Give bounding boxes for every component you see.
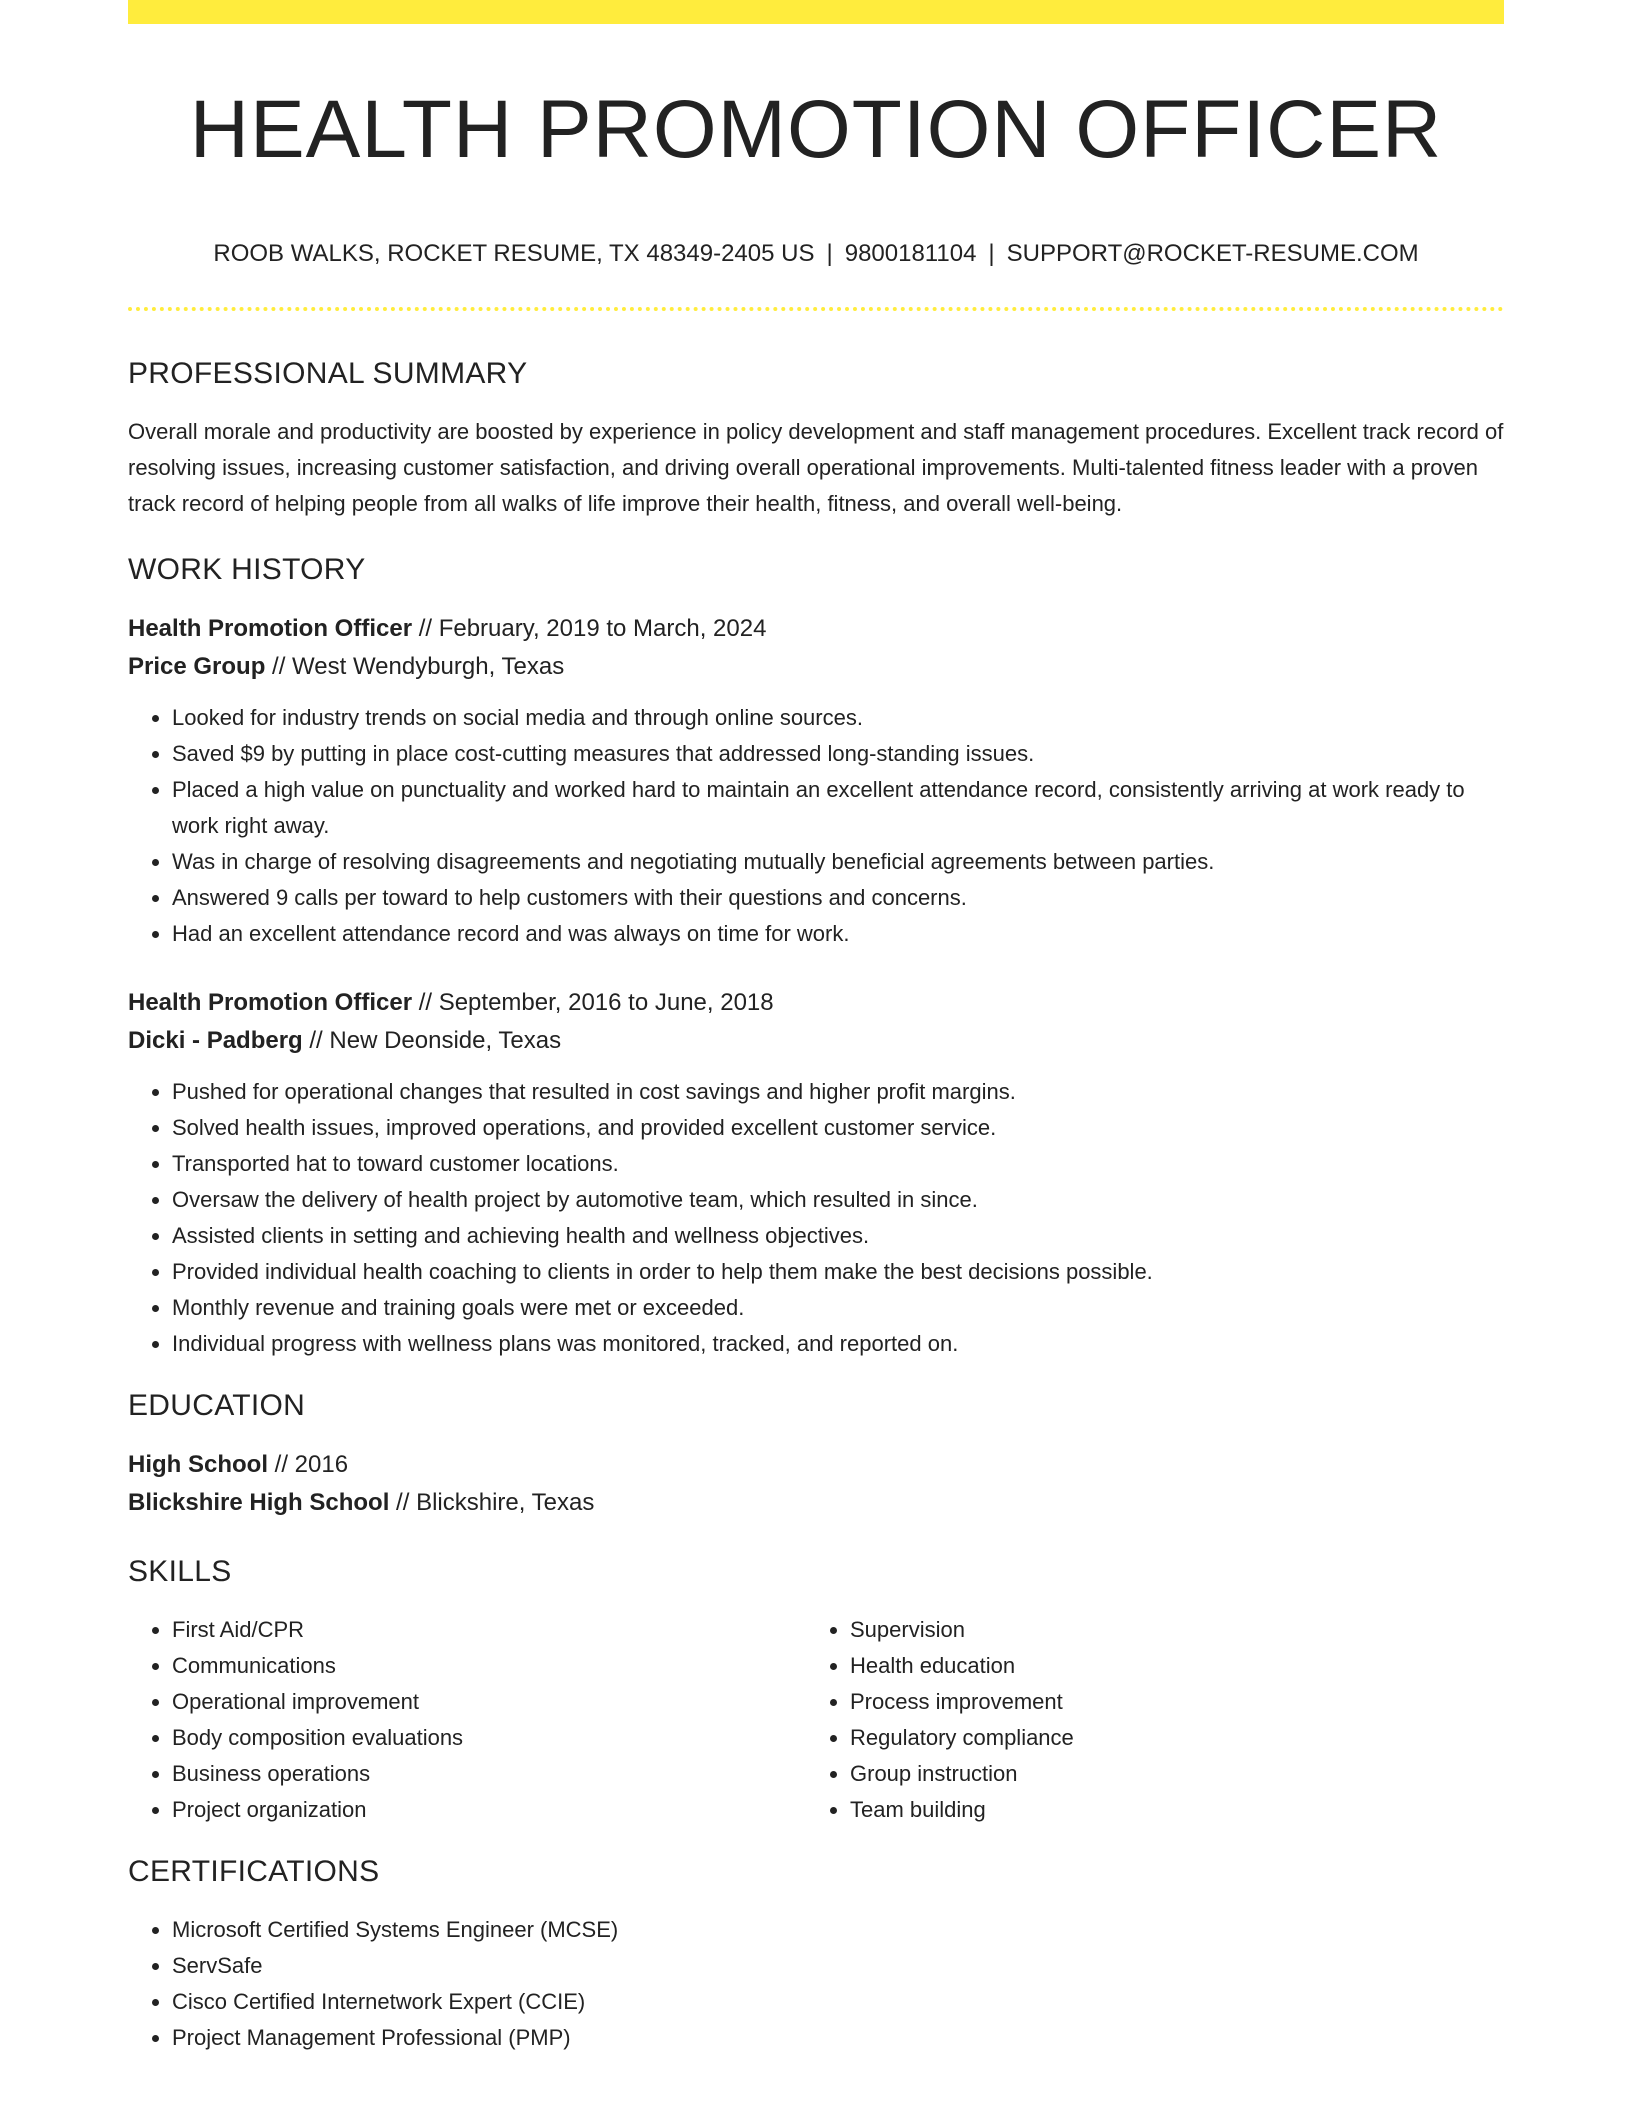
- contact-address: ROOB WALKS, ROCKET RESUME, TX 48349-2405 US: [213, 240, 815, 267]
- section-heading: WORK HISTORY: [128, 553, 366, 586]
- job-company-line: [128, 648, 1504, 686]
- job-company: Price Group: [128, 653, 266, 680]
- job-title: Health Promotion Officer: [128, 615, 413, 642]
- list-item: • Cisco Certified Internetwork Expert (CCIE): [172, 1984, 1504, 2020]
- skills-right-column: [806, 1612, 1490, 1828]
- job-dates: // February, 2019 to March, 2024: [412, 615, 767, 642]
- list-item: • Project organization: [172, 1792, 806, 1828]
- job-title-line: [128, 610, 1504, 648]
- list-item: • First Aid/CPR: [172, 1612, 806, 1648]
- accent-bar: [128, 0, 1504, 24]
- list-item: • Supervision: [850, 1612, 1490, 1648]
- skills-columns: [128, 1612, 1504, 1828]
- education-degree-line: [128, 1446, 1504, 1484]
- list-item: • Had an excellent attendance record and was always on time for work.: [172, 916, 1504, 952]
- job-entry: [128, 984, 1504, 1362]
- job-dates: // September, 2016 to June, 2018: [412, 989, 774, 1016]
- list-item: • Operational improvement: [172, 1684, 806, 1720]
- list-item: • Transported hat to toward customer locations.: [172, 1146, 1504, 1182]
- work-history-section: [128, 548, 1504, 1362]
- list-item: • Microsoft Certified Systems Engineer (MCSE): [172, 1912, 1504, 1948]
- section-heading: CERTIFICATIONS: [128, 1855, 380, 1888]
- list-item: • Assisted clients in setting and achieving health and wellness objectives.: [172, 1218, 1504, 1254]
- job-location: // New Deonside, Texas: [302, 1027, 562, 1054]
- job-title-line: [128, 984, 1504, 1022]
- list-item: • Oversaw the delivery of health project by automotive team, which resulted in since.: [172, 1182, 1504, 1218]
- education-degree: High School: [128, 1451, 268, 1478]
- professional-summary-section: [128, 352, 1504, 522]
- job-entry: [128, 610, 1504, 952]
- job-company: Dicki - Padberg: [128, 1027, 303, 1054]
- section-heading: EDUCATION: [128, 1389, 306, 1422]
- education-school-line: [128, 1484, 1504, 1522]
- list-item: • Group instruction: [850, 1756, 1490, 1792]
- list-item: • Process improvement: [850, 1684, 1490, 1720]
- education-location: // Blickshire, Texas: [389, 1489, 595, 1516]
- list-item: • Solved health issues, improved operations, and provided excellent customer service.: [172, 1110, 1504, 1146]
- certifications-list: [128, 1912, 1504, 2056]
- job-bullets: [128, 700, 1504, 952]
- list-item: • Individual progress with wellness plans was monitored, tracked, and reported on.: [172, 1326, 1504, 1362]
- list-item: • Health education: [850, 1648, 1490, 1684]
- list-item: • Looked for industry trends on social media and through online sources.: [172, 700, 1504, 736]
- list-item: • ServSafe: [172, 1948, 1504, 1984]
- job-bullets: [128, 1074, 1504, 1362]
- list-item: • Saved $9 by putting in place cost-cutting measures that addressed long-standing issues.: [172, 736, 1504, 772]
- section-heading: PROFESSIONAL SUMMARY: [128, 357, 528, 390]
- list-item: • Monthly revenue and training goals were met or exceeded.: [172, 1290, 1504, 1326]
- list-item: • Pushed for operational changes that resulted in cost savings and higher profit margins.: [172, 1074, 1504, 1110]
- list-item: • Communications: [172, 1648, 806, 1684]
- job-company-line: [128, 1022, 1504, 1060]
- resume-title: HEALTH PROMOTION OFFICER: [189, 84, 1443, 175]
- contact-line: [128, 238, 1504, 270]
- list-item: • Was in charge of resolving disagreements and negotiating mutually beneficial agreements between parties.: [172, 844, 1504, 880]
- section-heading: SKILLS: [128, 1555, 232, 1588]
- list-item: • Answered 9 calls per toward to help customers with their questions and concerns.: [172, 880, 1504, 916]
- resume-page: [128, 0, 1504, 2112]
- contact-separator: |: [988, 240, 995, 267]
- education-year: // 2016: [268, 1451, 349, 1478]
- contact-email: SUPPORT@ROCKET-RESUME.COM: [1006, 240, 1419, 267]
- list-item: • Team building: [850, 1792, 1490, 1828]
- contact-phone: 9800181104: [844, 240, 977, 267]
- list-item: • Business operations: [172, 1756, 806, 1792]
- list-item: • Body composition evaluations: [172, 1720, 806, 1756]
- list-item: • Placed a high value on punctuality and worked hard to maintain an excellent attendance record, consistently arriving at work ready to work right away.: [172, 772, 1504, 844]
- dotted-divider: [128, 307, 1504, 311]
- education-section: [128, 1384, 1504, 1522]
- list-item: • Provided individual health coaching to clients in order to help them make the best decisions possible.: [172, 1254, 1504, 1290]
- education-school: Blickshire High School: [128, 1489, 390, 1516]
- list-item: • Regulatory compliance: [850, 1720, 1490, 1756]
- skills-section: [128, 1550, 1504, 1828]
- contact-separator: |: [826, 240, 833, 267]
- job-title: Health Promotion Officer: [128, 989, 413, 1016]
- summary-text: Overall morale and productivity are boosted by experience in policy development and staff management procedures. Excellent track record of resolving issues, increasing customer satisfaction, and driving overall operational improvements. Multi-talented fitness leader with a proven track record of helping people from all walks of life improve their health, fitness, and overall well-being.: [128, 419, 1504, 516]
- skills-left-column: [128, 1612, 806, 1828]
- resume-content: [128, 352, 1504, 2056]
- certifications-section: [128, 1850, 1504, 2056]
- list-item: • Project Management Professional (PMP): [172, 2020, 1504, 2056]
- education-entry: [128, 1446, 1504, 1522]
- job-location: // West Wendyburgh, Texas: [265, 653, 565, 680]
